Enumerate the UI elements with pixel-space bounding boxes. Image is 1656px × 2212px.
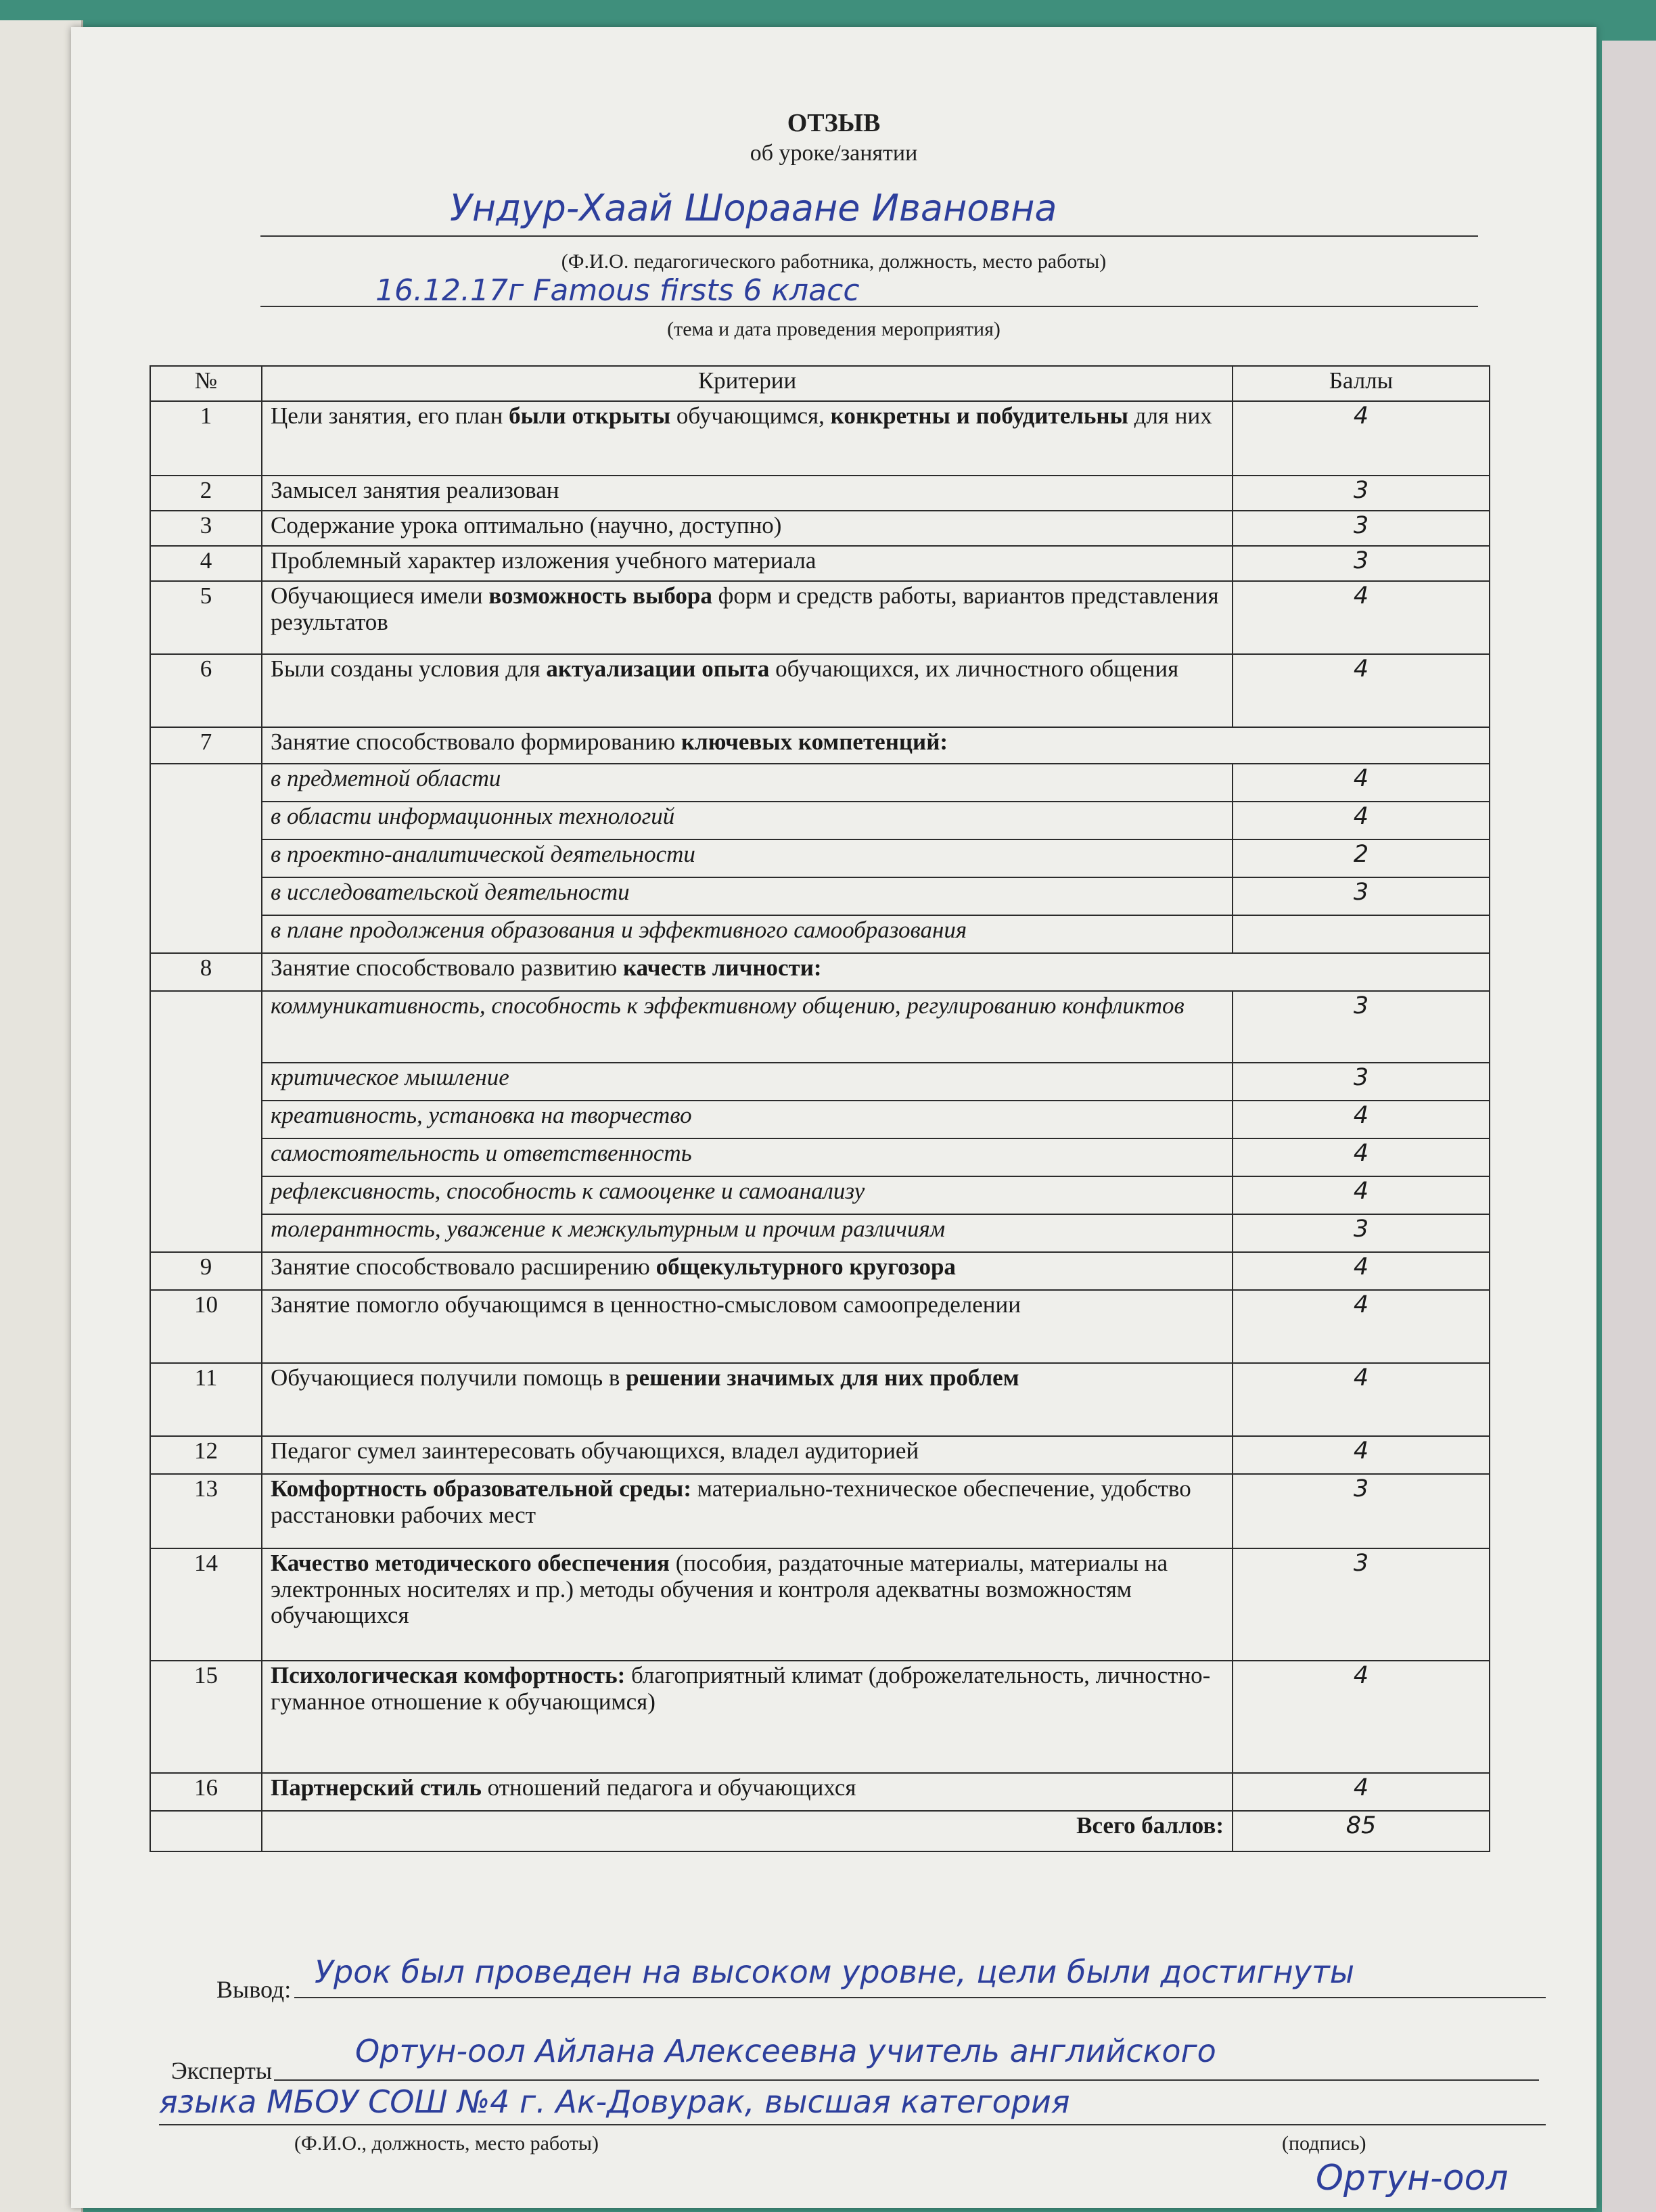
row-number: 14 bbox=[150, 1548, 262, 1661]
row-number: 16 bbox=[150, 1773, 262, 1811]
sub-criterion-text: в области информационных технологий bbox=[262, 802, 1233, 839]
score-cell: 4 bbox=[1233, 581, 1490, 654]
criterion-text: Обучающиеся получили помощь в решении значимых для них проблем bbox=[262, 1363, 1233, 1436]
row-number: 11 bbox=[150, 1363, 262, 1436]
topic-handwritten: 16.12.17г Famous firsts 6 класс bbox=[375, 273, 860, 308]
total-score: 85 bbox=[1233, 1811, 1490, 1851]
score-cell: 4 bbox=[1233, 1773, 1490, 1811]
criterion-text: Замысел занятия реализован bbox=[262, 476, 1233, 511]
conclusion-line bbox=[294, 1997, 1546, 1998]
total-num-empty bbox=[150, 1811, 262, 1851]
score-cell: 4 bbox=[1233, 1101, 1490, 1138]
review-form-sheet bbox=[71, 27, 1596, 2208]
table-row bbox=[150, 1474, 1490, 1548]
criterion-text: Цели занятия, его план были открыты обучающимся, конкретны и побудительны для них bbox=[262, 401, 1233, 476]
score-cell: 4 bbox=[1233, 654, 1490, 727]
row-number-empty bbox=[150, 991, 262, 1252]
sub-criterion-text: толерантность, уважение к межкультурным и прочим различиям bbox=[262, 1214, 1233, 1252]
row-number: 3 bbox=[150, 511, 262, 546]
score-cell: 3 bbox=[1233, 476, 1490, 511]
signature-handwritten: Ортун-оол bbox=[1316, 2158, 1509, 2198]
table-row bbox=[150, 1063, 1490, 1101]
table-row bbox=[150, 1176, 1490, 1214]
header-num: № bbox=[150, 366, 262, 401]
score-cell: 3 bbox=[1233, 1063, 1490, 1101]
row-number: 1 bbox=[150, 401, 262, 476]
criterion-text: Качество методического обеспечения (пособия, раздаточные материалы, материалы на электронных носителях и пр.) методы обучения и контроля адекватны возможностям обучающихся bbox=[262, 1548, 1233, 1661]
experts-label: Эксперты bbox=[171, 2057, 273, 2084]
sub-criterion-text: коммуникативность, способность к эффективному общению, регулированию конфликтов bbox=[262, 991, 1233, 1063]
score-cell: 4 bbox=[1233, 401, 1490, 476]
table-header-row bbox=[150, 366, 1490, 401]
table-row bbox=[150, 1661, 1490, 1773]
teacher-caption: (Ф.И.О. педагогического работника, должность, место работы) bbox=[561, 250, 1107, 273]
topic-caption: (тема и дата проведения мероприятия) bbox=[667, 318, 1001, 340]
criterion-text: Обучающиеся имели возможность выбора форм и средств работы, вариантов представления результатов bbox=[262, 581, 1233, 654]
table-row bbox=[150, 1548, 1490, 1661]
row-number: 6 bbox=[150, 654, 262, 727]
score-cell: 4 bbox=[1233, 1252, 1490, 1290]
teacher-name-handwritten: Ундур-Хаай Шораане Ивановна bbox=[450, 187, 1057, 229]
criterion-text: Занятие способствовало расширению общекультурного кругозора bbox=[262, 1252, 1233, 1290]
score-cell: 4 bbox=[1233, 1363, 1490, 1436]
table-row bbox=[150, 915, 1490, 953]
conclusion-label: Вывод: bbox=[216, 1976, 292, 2003]
criterion-text: Партнерский стиль отношений педагога и обучающихся bbox=[262, 1773, 1233, 1811]
table-row bbox=[150, 1363, 1490, 1436]
sub-criterion-text: самостоятельность и ответственность bbox=[262, 1138, 1233, 1176]
table-row bbox=[150, 476, 1490, 511]
row-number: 5 bbox=[150, 581, 262, 654]
table-row bbox=[150, 546, 1490, 581]
criterion-text: Комфортность образовательной среды: материально-техническое обеспечение, удобство расстановки рабочих мест bbox=[262, 1474, 1233, 1548]
row-number: 2 bbox=[150, 476, 262, 511]
header-score: Баллы bbox=[1233, 366, 1490, 401]
sub-criterion-text: критическое мышление bbox=[262, 1063, 1233, 1101]
score-cell: 3 bbox=[1233, 1474, 1490, 1548]
score-cell: 4 bbox=[1233, 1436, 1490, 1474]
table-row bbox=[150, 511, 1490, 546]
score-cell: 3 bbox=[1233, 511, 1490, 546]
score-cell: 3 bbox=[1233, 991, 1490, 1063]
score-cell: 4 bbox=[1233, 1138, 1490, 1176]
table-row bbox=[150, 877, 1490, 915]
score-cell: 4 bbox=[1233, 764, 1490, 802]
criterion-text: Психологическая комфортность: благоприятный климат (доброжелательность, личностно-гуманное отношение к обучающимся) bbox=[262, 1661, 1233, 1773]
sub-criterion-text: рефлексивность, способность к самооценке и самоанализу bbox=[262, 1176, 1233, 1214]
score-cell: 4 bbox=[1233, 1176, 1490, 1214]
score-cell: 4 bbox=[1233, 1290, 1490, 1363]
table-row bbox=[150, 1436, 1490, 1474]
row-number: 10 bbox=[150, 1290, 262, 1363]
table-row bbox=[150, 1252, 1490, 1290]
score-cell: 4 bbox=[1233, 802, 1490, 839]
sub-criterion-text: в плане продолжения образования и эффективного самообразования bbox=[262, 915, 1233, 953]
criterion-text: Занятие способствовало развитию качеств личности: bbox=[262, 953, 1490, 991]
criterion-text: Педагог сумел заинтересовать обучающихся, владел аудиторией bbox=[262, 1436, 1233, 1474]
score-cell: 3 bbox=[1233, 1214, 1490, 1252]
table-row bbox=[150, 1290, 1490, 1363]
experts-caption: (Ф.И.О., должность, место работы) bbox=[294, 2132, 599, 2155]
table-row bbox=[150, 654, 1490, 727]
total-row bbox=[150, 1811, 1490, 1851]
criterion-text: Были созданы условия для актуализации опыта обучающихся, их личностного общения bbox=[262, 654, 1233, 727]
row-number-empty bbox=[150, 764, 262, 953]
criteria-table bbox=[150, 365, 1490, 1852]
header-criteria: Критерии bbox=[262, 366, 1233, 401]
score-cell bbox=[1233, 915, 1490, 953]
topic-line bbox=[260, 306, 1478, 307]
score-cell: 4 bbox=[1233, 1661, 1490, 1773]
table-row bbox=[150, 581, 1490, 654]
sub-criterion-text: в проектно-аналитической деятельности bbox=[262, 839, 1233, 877]
table-row bbox=[150, 1773, 1490, 1811]
form-subtitle: об уроке/занятии bbox=[750, 141, 918, 166]
score-cell: 3 bbox=[1233, 546, 1490, 581]
experts-handwritten-line1: Ортун-оол Айлана Алексеевна учитель английского bbox=[355, 2033, 1216, 2069]
score-cell: 2 bbox=[1233, 839, 1490, 877]
signature-caption: (подпись) bbox=[1282, 2132, 1366, 2155]
experts-line1 bbox=[274, 2079, 1539, 2081]
sub-criterion-text: в исследовательской деятельности bbox=[262, 877, 1233, 915]
table-row bbox=[150, 802, 1490, 839]
criterion-text: Занятие помогло обучающимся в ценностно-смысловом самоопределении bbox=[262, 1290, 1233, 1363]
row-number: 15 bbox=[150, 1661, 262, 1773]
table-row bbox=[150, 1214, 1490, 1252]
row-number: 13 bbox=[150, 1474, 262, 1548]
row-number: 4 bbox=[150, 546, 262, 581]
form-title: ОТЗЫВ bbox=[787, 109, 881, 137]
score-cell: 3 bbox=[1233, 1548, 1490, 1661]
criterion-text: Занятие способствовало формированию ключевых компетенций: bbox=[262, 727, 1490, 764]
row-number: 7 bbox=[150, 727, 262, 764]
row-number: 12 bbox=[150, 1436, 262, 1474]
table-row bbox=[150, 727, 1490, 764]
score-cell: 3 bbox=[1233, 877, 1490, 915]
experts-handwritten-line2: языка МБОУ СОШ №4 г. Ак-Довурак, высшая категория bbox=[159, 2083, 1070, 2120]
sub-criterion-text: в предметной области bbox=[262, 764, 1233, 802]
table-row bbox=[150, 991, 1490, 1063]
criterion-text: Проблемный характер изложения учебного материала bbox=[262, 546, 1233, 581]
teacher-name-line bbox=[260, 235, 1478, 237]
experts-line2 bbox=[159, 2124, 1546, 2125]
row-number: 8 bbox=[150, 953, 262, 991]
criterion-text: Содержание урока оптимально (научно, доступно) bbox=[262, 511, 1233, 546]
table-row bbox=[150, 764, 1490, 802]
total-label: Всего баллов: bbox=[262, 1811, 1233, 1851]
row-number: 9 bbox=[150, 1252, 262, 1290]
sub-criterion-text: креативность, установка на творчество bbox=[262, 1101, 1233, 1138]
table-row bbox=[150, 953, 1490, 991]
table-row bbox=[150, 1138, 1490, 1176]
conclusion-handwritten: Урок был проведен на высоком уровне, цели были достигнуты bbox=[315, 1954, 1355, 1990]
table-row bbox=[150, 1101, 1490, 1138]
folder-edge bbox=[1602, 41, 1656, 2212]
table-row bbox=[150, 401, 1490, 476]
table-row bbox=[150, 839, 1490, 877]
